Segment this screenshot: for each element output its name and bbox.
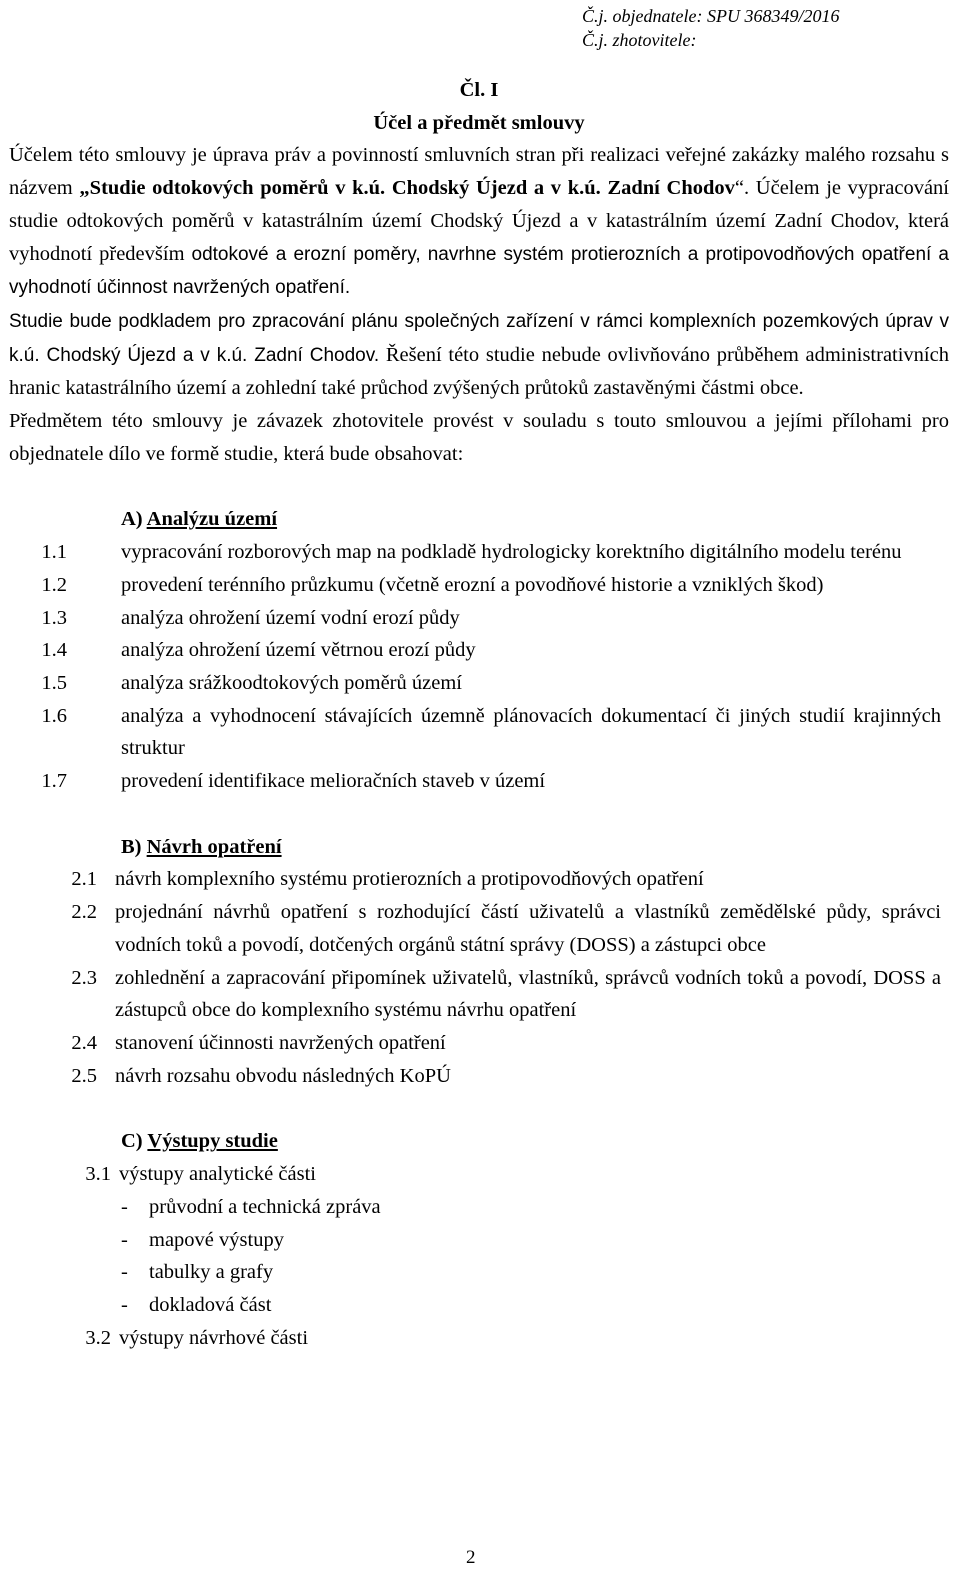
sub-list-item: - dokladová část <box>121 1293 272 1316</box>
list-item: 1.5 analýza srážkoodtokových poměrů území <box>41 671 462 694</box>
list-item: 1.3 analýza ohrožení území vodní erozí půdy <box>41 606 460 629</box>
list-item: 3.1 výstupy analytické části <box>85 1163 316 1186</box>
sub-list-item: - tabulky a grafy <box>121 1261 274 1284</box>
contract-name: „Studie odtokových poměrů v k.ú. Chodský Újezd a v k.ú. Zadní Chodov <box>79 177 735 200</box>
section-c-heading: C) Výstupy studie <box>121 1130 278 1153</box>
document-body <box>9 74 949 1354</box>
list-item: 2.4 stanovení účinnosti navržených opatření <box>71 1031 446 1054</box>
list-item: 1.6 analýza a vyhodnocení stávajících územně plánovacích dokumentací či jiných studií krajinných struktur <box>41 704 941 760</box>
section-b-list <box>9 863 949 1092</box>
list-item: 1.1 vypracování rozborových map na podkladě hydrologicky korektního digitálního modelu terénu <box>41 541 902 564</box>
article-title: Účel a předmět smlouvy <box>373 111 585 134</box>
paragraph-subject: Předmětem této smlouvy je závazek zhotovitele provést v souladu s touto smlouvou a jejími přílohami pro objednatele dílo ve formě studie, která bude obsahovat: <box>9 410 949 465</box>
section-c-list <box>9 1158 949 1354</box>
document-header <box>582 4 839 52</box>
page-number: 2 <box>466 1547 476 1568</box>
section-a-heading: A) Analýzu území <box>121 508 278 531</box>
client-reference: Č.j. objednatele: SPU 368349/2016 <box>582 6 840 26</box>
list-item: 2.1 návrh komplexního systému protierozních a protipovodňových opatření <box>71 868 704 891</box>
article-number: Čl. I <box>459 79 499 101</box>
list-item: 1.4 analýza ohrožení území větrnou erozí půdy <box>41 639 476 662</box>
list-item: 1.7 provedení identifikace melioračních staveb v území <box>41 770 546 793</box>
paragraph-basis: Studie bude podkladem pro zpracování plánu společných zařízení v rámci komplexních pozemkových úprav v k.ú. Chodský Újezd a v k.ú. Zadní Chodov. Řešení této studie nebude ovlivňováno průběhem administrativních hranic katastrálního území a zohlední také průchod zvýšených průtoků zastavěnými částmi obce. <box>9 310 949 400</box>
sub-list-item: - průvodní a technická zpráva <box>121 1195 381 1218</box>
list-item: 2.3 zohlednění a zapracování připomínek uživatelů, vlastníků, správců vodních toků a povodí, DOSS a zástupců obce do komplexního systému návrhu opatření <box>71 966 941 1022</box>
contractor-reference: Č.j. zhotovitele: <box>582 30 697 50</box>
list-item: 1.2 provedení terénního průzkumu (včetně erozní a povodňové historie a vzniklých škod) <box>41 573 824 596</box>
section-b-heading: B) Návrh opatření <box>121 835 282 858</box>
paragraph-purpose: Účelem této smlouvy je úprava práv a povinností smluvních stran při realizaci veřejné zakázky malého rozsahu s názvem „Studie odtokových poměrů v k.ú. Chodský Újezd a v k.ú. Zadní Chodov“. Účelem je vypracování studie odtokových poměrů v katastrálním území Chodský Újezd a v katastrálním území Zadní Chodov, která vyhodnotí především odtokové a erozní poměry, navrhne systém protierozních a protipovodňových opatření a vyhodnotí účinnost navržených opatření. <box>9 144 949 299</box>
sub-list-item: - mapové výstupy <box>121 1228 284 1251</box>
list-item: 3.2 výstupy návrhové části <box>85 1326 309 1349</box>
list-item: 2.5 návrh rozsahu obvodu následných KoPÚ <box>71 1064 451 1087</box>
section-a-list <box>9 536 949 798</box>
list-item: 2.2 projednání návrhů opatření s rozhodující částí uživatelů a vlastníků zemědělské půdy, správci vodních toků a povodí, dotčených orgánů státní správy (DOSS) a zástupci obce <box>71 901 941 956</box>
